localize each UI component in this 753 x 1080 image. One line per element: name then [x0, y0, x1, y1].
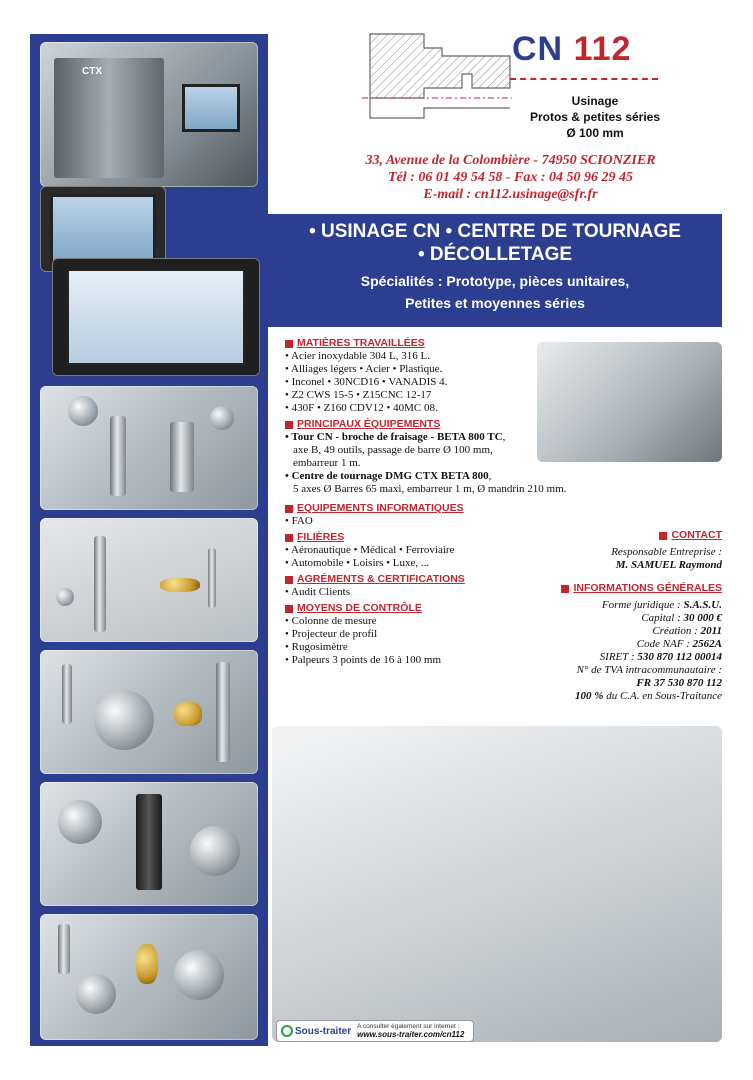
footer-url-link[interactable]: www.sous-traiter.com/cn112: [357, 1030, 465, 1039]
info-tva-label: N° de TVA intracommunautaire :: [576, 664, 722, 676]
banner-line-2: • DÉCOLLETAGE: [417, 244, 573, 265]
section-title-informatiques: EQUIPEMENTS INFORMATIQUES: [285, 502, 725, 515]
logo-title: [512, 30, 631, 69]
photo-parts-4: [40, 782, 258, 906]
sous-traiter-footer[interactable]: [276, 1020, 474, 1042]
address-line: 33, Avenue de la Colombière - 74950 SCIONZIER: [365, 153, 656, 168]
list-item-detail: 5 axes Ø Barres 65 maxi, embarreur 1 m, Ø mandrin 210 mm.: [293, 483, 567, 495]
list-item: • Alliages légers • Acier • Plastique.: [285, 363, 443, 375]
services-banner: [268, 214, 722, 327]
section-title-agrements: AGRÉMENTS & CERTIFICATIONS: [285, 573, 725, 586]
list-item: • Acier inoxydable 304 L, 316 L.: [285, 350, 430, 362]
bullet-square-icon: [285, 505, 293, 513]
list-item: • FAO: [285, 515, 313, 527]
section-title-equipements: PRINCIPAUX ÉQUIPEMENTS: [285, 418, 725, 431]
info-ca: 100 % du C.A. en Sous-Traitance: [575, 690, 722, 702]
list-item: • Projecteur de profil: [285, 628, 378, 640]
list-item: • Automobile • Loisirs • Luxe, ...: [285, 557, 430, 569]
banner-specialties-2: Petites et moyennes séries: [405, 295, 585, 311]
logo-cn: CN: [512, 30, 564, 68]
list-item: • Aéronautique • Médical • Ferroviaire: [285, 544, 455, 556]
list-item-detail: axe B, 49 outils, passage de barre Ø 100 mm,: [293, 444, 493, 456]
list-item: • Centre de tournage DMG CTX BETA 800,: [285, 470, 492, 482]
banner-specialties-1: Spécialités : Prototype, pièces unitaires,: [360, 273, 630, 289]
info-naf: Code NAF : 2562A: [636, 638, 722, 650]
list-item: • Inconel • 30NCD16 • VANADIS 4.: [285, 376, 448, 388]
info-forme: Forme juridique : S.A.S.U.: [601, 599, 722, 611]
list-item: • Audit Clients: [285, 586, 350, 598]
list-item: • Colonne de mesure: [285, 615, 377, 627]
turned-part-drawing-icon: [362, 26, 512, 121]
tagline-line: Ø 100 mm: [566, 126, 624, 140]
list-item: • Rugosimètre: [285, 641, 348, 653]
photo-cad-screen: [52, 258, 260, 376]
photo-parts-1: [40, 386, 258, 510]
photo-parts-collection: [272, 726, 722, 1042]
section-title-contact: CONTACT: [495, 529, 722, 542]
section-title-infos: INFORMATIONS GÉNÉRALES: [495, 582, 722, 595]
tagline: [510, 93, 680, 141]
left-photo-column: [30, 34, 268, 1046]
footer-text: [357, 1023, 464, 1039]
sous-traiter-logo: Sous-traiter: [281, 1025, 351, 1037]
photo-parts-2: [40, 518, 258, 642]
bullet-square-icon: [285, 421, 293, 429]
machine-label: CTX: [82, 66, 102, 77]
bullet-square-icon: [561, 585, 569, 593]
company-info: [495, 526, 722, 703]
info-creation: Création : 2011: [652, 625, 722, 637]
info-capital: Capital : 30 000 €: [641, 612, 722, 624]
section-title-matieres: MATIÈRES TRAVAILLÉES: [285, 337, 725, 350]
bullet-square-icon: [285, 576, 293, 584]
photo-parts-3: [40, 650, 258, 774]
section-title-filieres: FILIÈRES: [285, 531, 725, 544]
bullet-square-icon: [659, 532, 667, 540]
email-line[interactable]: E-mail : cn112.usinage@sfr.fr: [423, 187, 598, 202]
list-item: • Palpeurs 3 points de 16 à 100 mm: [285, 654, 442, 666]
list-item: • 430F • Z160 CDV12 • 40MC 08.: [285, 402, 438, 414]
list-item: • Z2 CWS 15-5 • Z15CNC 12-17: [285, 389, 432, 401]
contact-role: Responsable Entreprise :: [611, 546, 722, 558]
bullet-square-icon: [285, 534, 293, 542]
logo-dash-line: [510, 78, 658, 80]
contact-name: M. SAMUEL Raymond: [615, 559, 722, 571]
bullet-square-icon: [285, 340, 293, 348]
logo-number: 112: [573, 30, 632, 68]
info-tva-value: FR 37 530 870 112: [636, 677, 722, 689]
tagline-line: Usinage: [571, 94, 619, 108]
list-item: • Tour CN - broche de fraisage - BETA 800 TC,: [285, 431, 506, 443]
sous-traiter-ring-icon: [281, 1025, 293, 1037]
section-title-controle: MOYENS DE CONTRÔLE: [285, 602, 725, 615]
list-item-detail: embarreur 1 m.: [293, 457, 361, 469]
bullet-square-icon: [285, 605, 293, 613]
photo-parts-5: [40, 914, 258, 1040]
info-siret: SIRET : 530 870 112 00014: [599, 651, 722, 663]
tagline-line: Protos & petites séries: [529, 110, 661, 124]
footer-note: A consulter également sur internet :: [357, 1023, 460, 1030]
photo-cnc-machine: [40, 42, 258, 187]
address-block: [268, 152, 753, 203]
banner-line-1: • USINAGE CN • CENTRE DE TOURNAGE: [309, 221, 681, 242]
phone-line: Tél : 06 01 49 54 58 - Fax : 04 50 96 29 45: [388, 170, 633, 185]
